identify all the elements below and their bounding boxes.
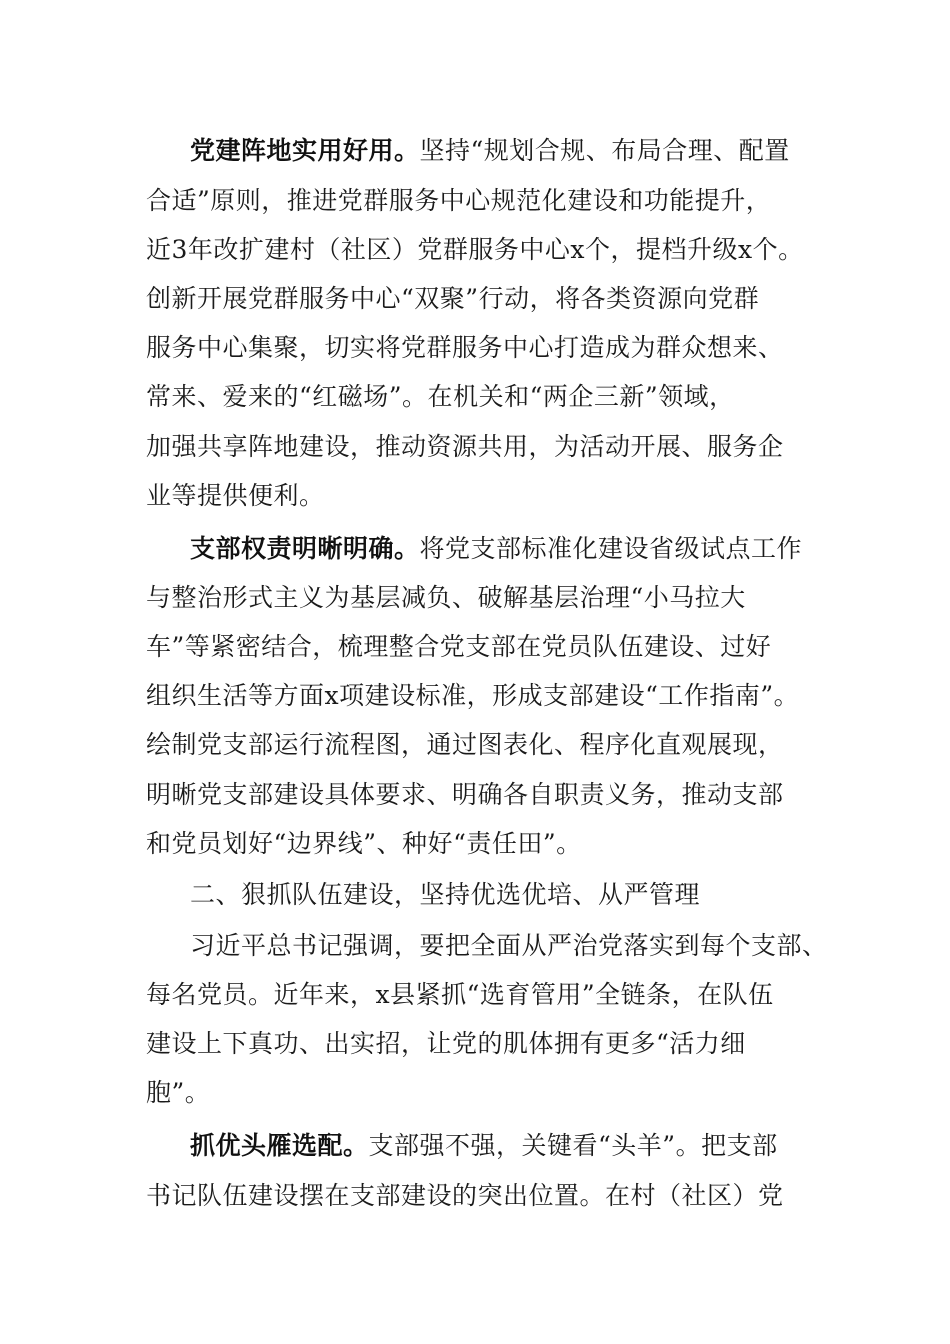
- paragraph-line: 习近平总书记强调，要把全面从严治党落实到每个支部、: [190, 931, 828, 960]
- paragraph-line: 每名党员。近年来，x县紧抓“选育管用”全链条，在队伍: [146, 980, 774, 1009]
- paragraph-line: 与整治形式主义为基层减负、破解基层治理“小马拉大: [146, 583, 746, 612]
- paragraph-heading: 党建阵地实用好用。: [190, 136, 420, 165]
- paragraph-line: 和党员划好“边界线”、种好“责任田”。: [146, 829, 582, 858]
- paragraph-line: 车”等紧密结合，梳理整合党支部在党员队伍建设、过好: [146, 632, 772, 661]
- paragraph-text: 将党支部标准化建设省级试点工作: [419, 534, 803, 563]
- paragraph-line: 合适”原则，推进党群服务中心规范化建设和功能提升，: [146, 186, 772, 215]
- paragraph-line: [190, 531, 802, 567]
- paragraph-line: 服务中心集聚，切实将党群服务中心打造成为群众想来、: [146, 333, 784, 362]
- paragraph-heading: 支部权责明晰明确。: [190, 534, 420, 563]
- paragraph-line: 书记队伍建设摆在支部建设的突出位置。在村（社区）党: [146, 1181, 784, 1210]
- paragraph-line: 绘制党支部运行流程图，通过图表化、程序化直观展现，: [146, 730, 784, 759]
- paragraph-text: 支部强不强，关键看“头羊”。把支部: [368, 1131, 778, 1160]
- paragraph-line: 明晰党支部建设具体要求、明确各自职责义务，推动支部: [146, 780, 784, 809]
- paragraph-line: 组织生活等方面x项建设标准，形成支部建设“工作指南”。: [146, 681, 800, 710]
- paragraph-line: 业等提供便利。: [146, 481, 325, 510]
- paragraph-line: 近3年改扩建村（社区）党群服务中心x个，提档升级x个。: [146, 235, 804, 264]
- paragraph-line: 创新开展党群服务中心“双聚”行动，将各类资源向党群: [146, 284, 760, 313]
- paragraph-line: [190, 133, 790, 169]
- paragraph-line: 胞”。: [146, 1078, 211, 1107]
- paragraph-line: 常来、爱来的“红磁场”。在机关和“两企三新”领域，: [146, 382, 735, 411]
- paragraph-text: 坚持“规划合规、布局合理、配置: [419, 136, 790, 165]
- paragraph-line: 加强共享阵地建设，推动资源共用，为活动开展、服务企: [146, 432, 784, 461]
- section-heading: 二、狠抓队伍建设，坚持优选优培、从严管理: [190, 880, 701, 909]
- paragraph-heading: 抓优头雁选配。: [190, 1131, 369, 1160]
- paragraph-line: [190, 1128, 778, 1164]
- paragraph-line: 建设上下真功、出实招，让党的肌体拥有更多“活力细: [146, 1029, 746, 1058]
